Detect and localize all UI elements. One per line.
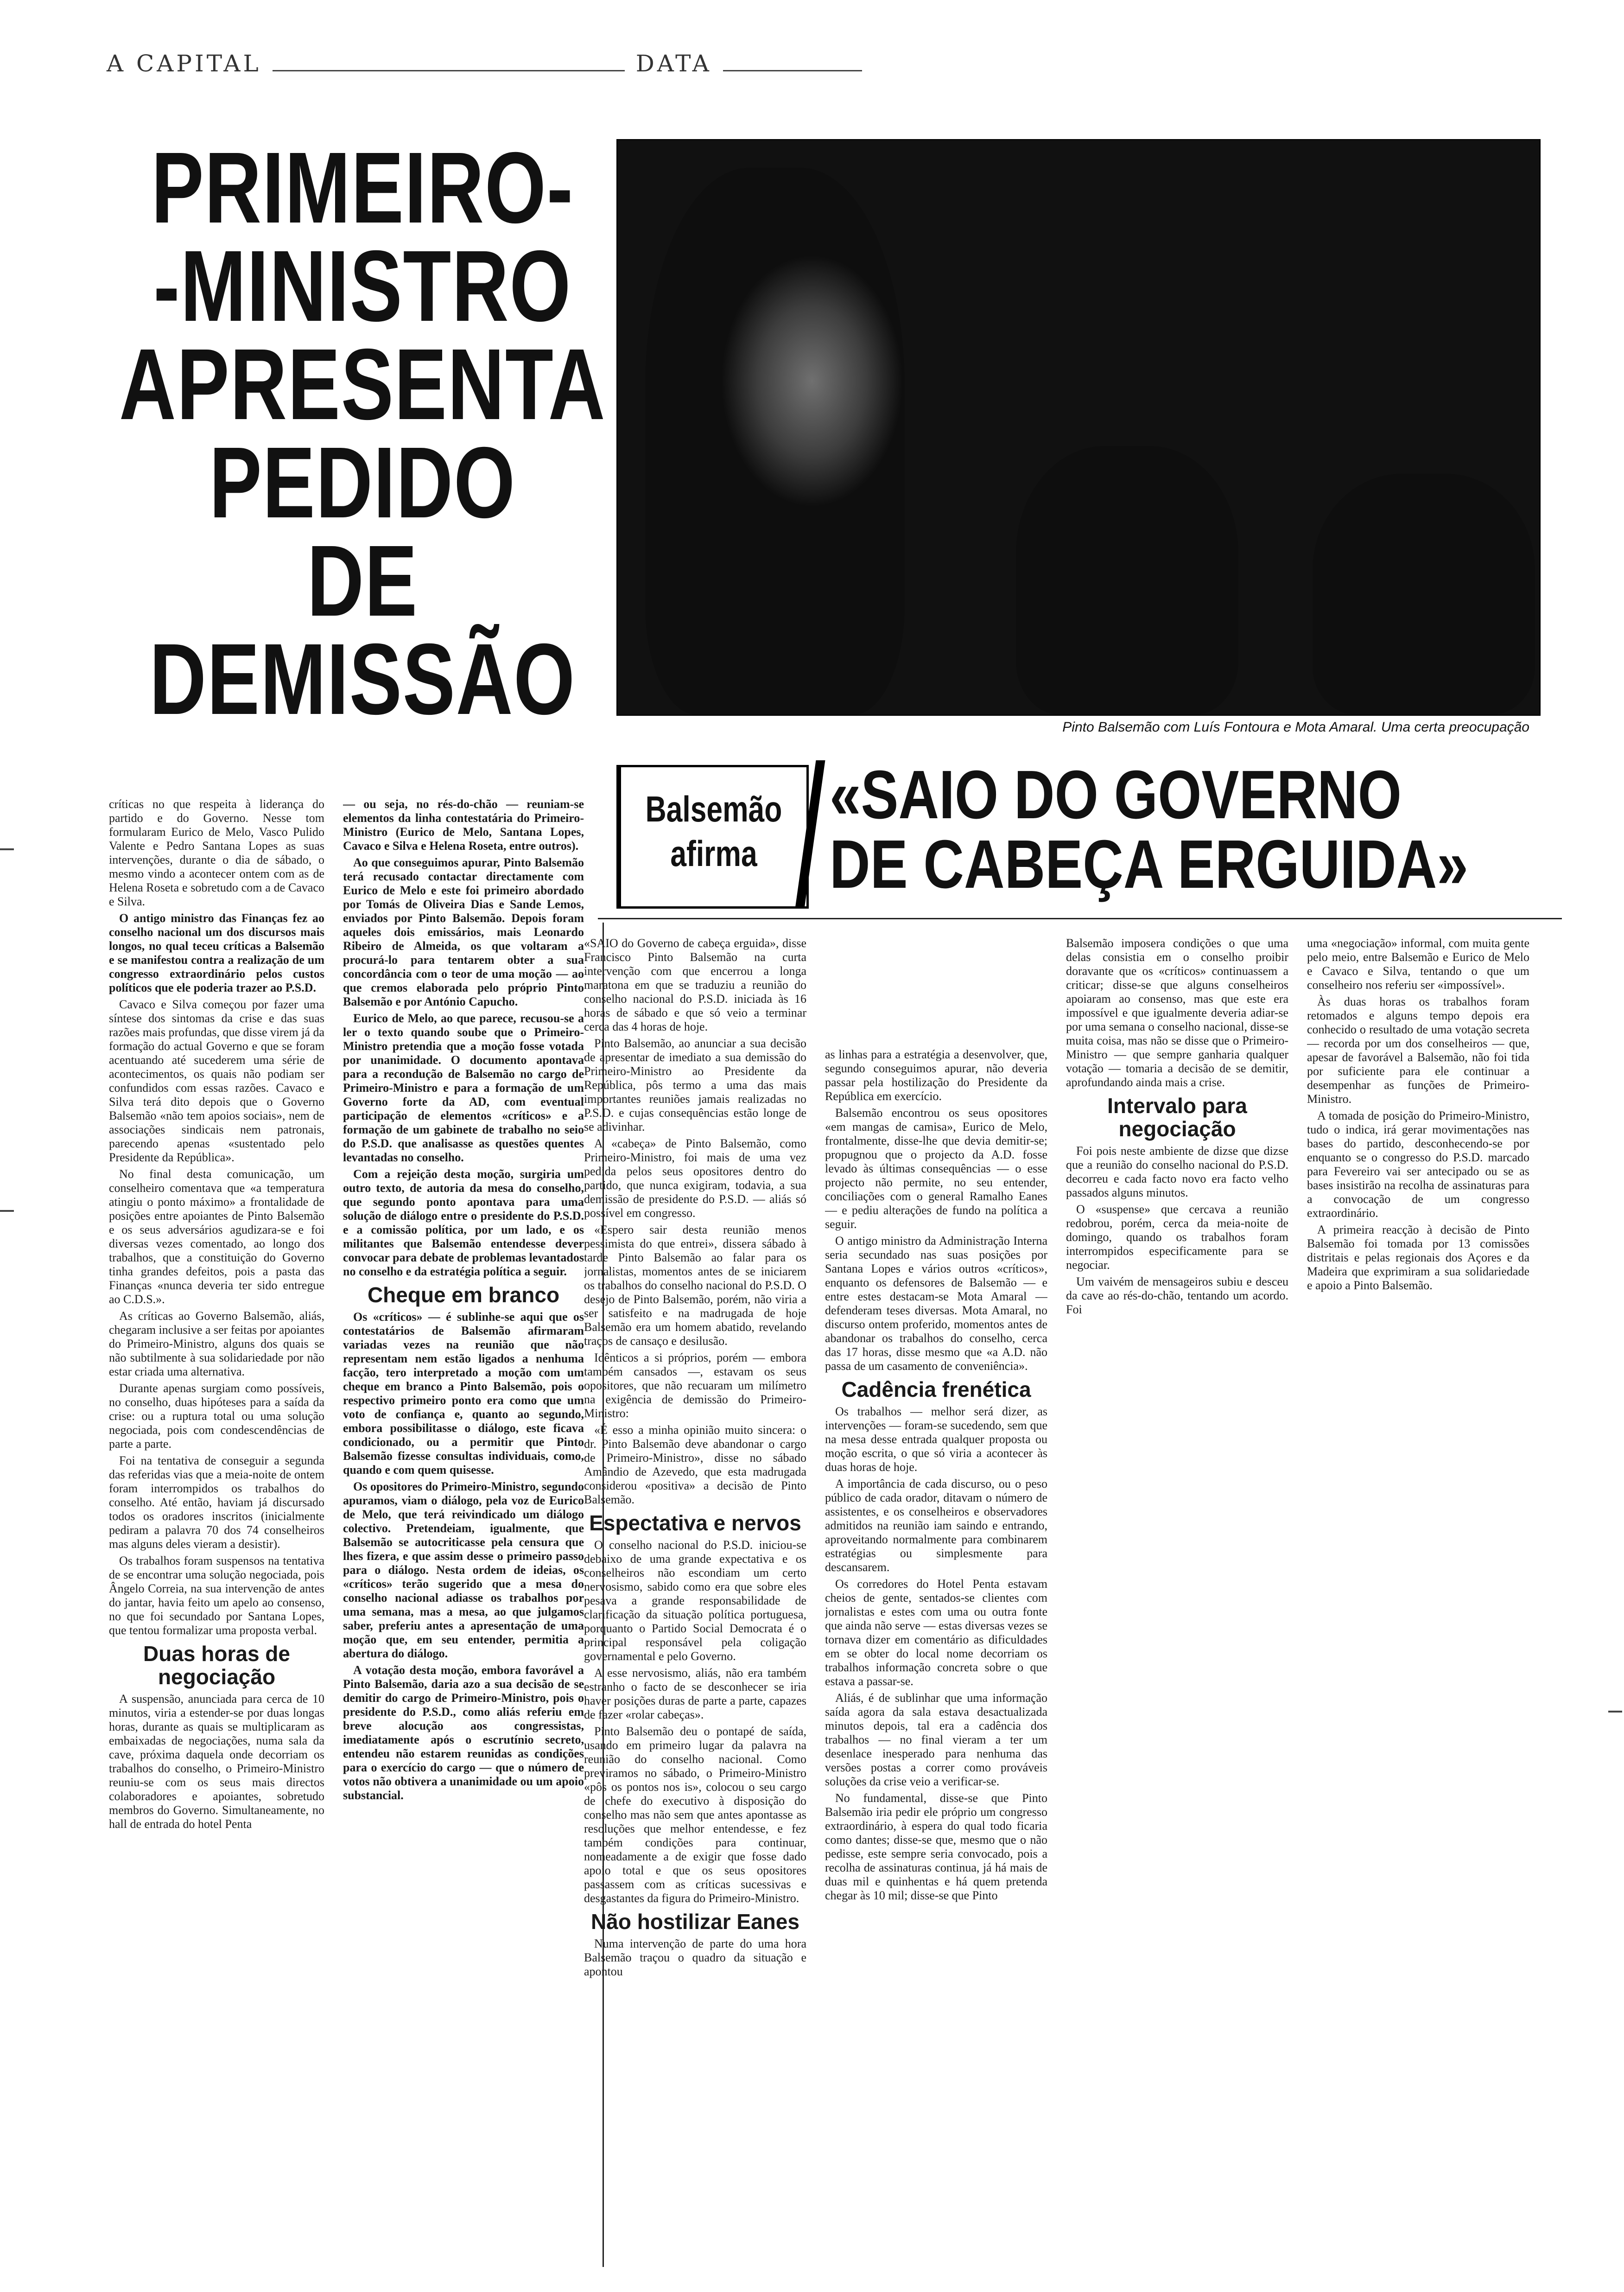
headline-line: PEDIDO xyxy=(209,427,516,539)
paragraph: «É esso a minha opinião muito sincera: o dr. Pinto Balsemão deve abandonar o cargo de Primeiro-Ministro», disse no sábado Amândio de Azevedo, que esta madrugada considerou «positiva» a decisão de Pinto Balsemão. xyxy=(584,1423,806,1506)
paragraph: Às duas horas os trabalhos foram retomados e alguns tempo depois era conhecido o resultado de uma votação secreta — recorda por um dos conselheiros — que, apesar de favorável a Balsemão, não foi tida por suficiente para ele continuar a desempenhar as funções de Primeiro-Ministro. xyxy=(1307,995,1529,1106)
paragraph: Balsemão imposera condições o que uma delas consistia em o conselho proibir doravante que os «críticos» continuassem a criticar; disse-se que alguns conselheiros apoiaram ao consenso, mas que este era impossível e que igualmente deveria adiar-se por uma semana o conselho nacional, disse-se muita coisa, mas não se disse que o Primeiro-Ministro — que sempre ganharia qualquer votação — tomaria a decisão de se demitir, aprofundando ainda mais a crise. xyxy=(1066,936,1288,1089)
subheading: Não hostilizar Eanes xyxy=(591,1910,799,1934)
margin-fold-mark xyxy=(1608,1711,1622,1713)
paragraph: — ou seja, no rés-do-chão — reuniam-se elementos da linha contestatária do Primeiro-Ministro (Eurico de Melo, Santana Lopes, Cavaco e Silva e Helena Roseta, entre outros). xyxy=(343,797,584,853)
kicker-line: afirma xyxy=(670,833,757,874)
paragraph: As críticas ao Governo Balsemão, aliás, chegaram inclusive a ser feitas por apoiantes do Primeiro-Ministro, alguns dos quais se não subtilmente à sua solidariedade por não estar criada uma alternativa. xyxy=(109,1309,324,1378)
paragraph: O antigo ministro das Finanças fez ao conselho nacional um dos discursos mais longos, no qual teceu críticas a Balsemão e se manifestou contra a realização de um congresso extraordinário pelos custos políticos que ele poderia trazer ao P.S.D. xyxy=(109,911,324,994)
news-photo xyxy=(616,139,1541,716)
subheading: Espectativa e nervos xyxy=(589,1511,801,1535)
paragraph: O antigo ministro da Administração Interna seria secundado nas suas posições por Santana Lopes e vários outros «críticos», enquanto os defensores de Balsemão — e entre estes destacam-se Mota Amaral — defenderam teses diversas. Mota Amaral, no discurso ontem proferido, momentos antes de abandonar os trabalhos do conselho, cerca das 17 horas, disse mesmo que «a A.D. não passa de um casamento de conveniência». xyxy=(825,1234,1047,1373)
paragraph: as linhas para a estratégia a desenvolver, que, segundo conseguimos apurar, não deveria passar pela hostilização do Presidente da República em exercício. xyxy=(825,1048,1047,1103)
article-column-5 xyxy=(1066,936,1288,1687)
paragraph: «Espero sair desta reunião menos pessimista do que entrei», dissera sábado à tarde Pinto Balsemão ao falar para os jornalistas, momentos antes de se iniciarem os trabalhos do conselho nacional do P.S.D. O desejo de Pinto Balsemão, porém, não viria a ser satisfeito e na madrugada de hoje Balsemão era um homem abatido, revelando traços de cansaço e desilusão. xyxy=(584,1223,806,1348)
photo-caption: Pinto Balsemão com Luís Fontoura e Mota Amaral. Uma certa preocupação xyxy=(1062,719,1529,735)
masthead-rule xyxy=(273,52,625,71)
headline-line: DE xyxy=(307,525,418,637)
paragraph: Os trabalhos — melhor será dizer, as intervenções — foram-se sucedendo, sem que na mesa desse entrada qualquer proposta ou moção escrita, o que só viria a acontecer às duas horas de hoje. xyxy=(825,1405,1047,1474)
paragraph: Os «críticos» — é sublinhe-se aqui que os contestatários de Balsemão afirmaram variadas vezes na reunião que não representam nem estão ligados a nenhuma facção, tero interpretado a moção com um cheque em branco a Pinto Balsemão, pois o respectivo primeiro ponto era como que um voto de confiança e, quanto ao segundo, embora possibilitasse o diálogo, este ficava condicionado, ou a permitir que Pinto Balsemão fizesse consultas individuais, como, quando e com quem quisesse. xyxy=(343,1310,584,1477)
paragraph: No final desta comunicação, um conselheiro comentava que «a temperatura atingiu o ponto máximo» a frontalidade de posições entre apoiantes de Pinto Balsemão e os seus adversários agudizara-se e foi diversas vezes comentado, ao longo dos trabalhos, que a constituição do Governo tinha grandes defeitos, pois a pasta das Finanças «nunca deveria ter sido entregue ao C.D.S.». xyxy=(109,1167,324,1306)
paragraph: O conselho nacional do P.S.D. iniciou-se debaixo de uma grande expectativa e os conselheiros não escondiam um certo nervosismo, sabido como era que sobre eles pesava a grande responsabilidade de clarificação da situação política portuguesa, porquanto o Partido Social Democrata é o principal responsável pela coligação governamental e pelo Governo. xyxy=(584,1538,806,1663)
paragraph: Foi pois neste ambiente de dizse que dizse que a reunião do conselho nacional do P.S.D. decorreu e cada facto novo era facto velho passados alguns minutos. xyxy=(1066,1144,1288,1199)
paragraph: A «cabeça» de Pinto Balsemão, como Primeiro-Ministro, foi mais de uma vez pedida pelos seus opositores dentro do partido, que nunca exigiram, todavia, a sua demissão de presidente do P.S.D. — aliás só possível em congresso. xyxy=(584,1137,806,1220)
margin-fold-mark xyxy=(0,848,14,850)
paragraph: O «suspense» que cercava a reunião redobrou, porém, cerca da meia-noite de domingo, quando os trabalhos foram interrompidos especificamente para se negociar. xyxy=(1066,1203,1288,1272)
paragraph: Eurico de Melo, ao que parece, recusou-se a ler o texto quando soube que o Primeiro-Ministro pretendia que a moção fosse votada por unanimidade. O documento apontava para a recondução de Balsemão no cargo de Primeiro-Ministro e para a formação de um Governo forte da AD, com eventual participação de elementos «críticos» e a formação de um gabinete de trabalho no seio do P.S.D. que analisasse as questões quentes levantadas no conselho. xyxy=(343,1012,584,1164)
subheading: Intervalo para negociação xyxy=(1107,1094,1247,1141)
headline-line: -MINISTRO xyxy=(153,230,572,343)
subheading: Cadência frenética xyxy=(841,1377,1031,1401)
article-column-3 xyxy=(584,936,806,2272)
margin-fold-mark xyxy=(0,1210,14,1212)
paragraph: A importância de cada discurso, ou o peso público de cada orador, ditavam o número de assistentes, e os conselheiros e observadores admitidos na reunião iam saindo e entrando, aproveitando normalmente para combinarem estratégias ou simplesmente para descansarem. xyxy=(825,1477,1047,1574)
quote-headline-line: «SAIO DO GOVERNO xyxy=(830,757,1402,833)
quote-headline-line: DE CABEÇA ERGUIDA» xyxy=(830,826,1468,903)
paragraph: A suspensão, anunciada para cerca de 10 minutos, viria a estender-se por duas longas horas, durante as quais se multiplicaram as embaixadas de negociações, numa sala da cave, próxima daquela onde decorriam os trabalhos do conselho, o Primeiro-Ministro reuniu-se com os seus mais directos colaboradores e apoiantes, sobretudo membros do Governo. Simultaneamente, no hall de entrada do hotel Penta xyxy=(109,1692,324,1831)
masthead xyxy=(107,50,894,83)
paragraph: Numa intervenção de parte do uma hora Balsemão traçou o quadro da situação e apontou xyxy=(584,1937,806,1978)
headline-line: APRESENTA xyxy=(119,328,606,441)
paragraph: A esse nervosismo, aliás, não era também estranho o facto de se desconhecer se iria haver posições duras de parte a parte, capazes de fazer «rolar cabeças». xyxy=(584,1666,806,1721)
paragraph: Durante apenas surgiam como possíveis, no conselho, duas hipóteses para a saída da crise: ou a ruptura total ou uma solução negociada, pois com condescendências de parte a parte. xyxy=(109,1382,324,1451)
paragraph: A tomada de posição do Primeiro-Ministro, tudo o indica, irá gerar movimentações nas bases do partido, desconhecendo-se por enquanto se o congresso do P.S.D. marcado para Fevereiro vai ser antecipado ou se as bases insistirão na recolha de assinaturas para a convocação de um congresso extraordinário. xyxy=(1307,1109,1529,1220)
article-column-4 xyxy=(825,1048,1047,2272)
photo-figure-left xyxy=(645,168,905,715)
section-rule xyxy=(598,918,1562,919)
paragraph: «SAIO do Governo de cabeça erguida», disse Francisco Pinto Balsemão na curta intervenção com que encerrou a longa maratona em que se traduziu a reunião do conselho nacional do P.S.D. iniciada às 16 horas de sábado e que só veio a terminar cerca das 4 horas de hoje. xyxy=(584,936,806,1033)
newspaper-name: A CAPITAL xyxy=(107,50,261,77)
date-rule xyxy=(723,52,862,71)
article-column-1 xyxy=(109,797,324,2272)
paragraph: Aliás, é de sublinhar que uma informação saída agora da sala estava desactualizada minutos depois, tal era a cadência dos trabalhos — no final vieram a ter um desenlace inesperado para nenhuma das versões postas a correr como prováveis soluções da crise veio a verificar-se. xyxy=(825,1691,1047,1788)
kicker-line: Balsemão xyxy=(645,789,782,829)
paragraph: Os trabalhos foram suspensos na tentativa de se encontrar uma solução negociada, pois Ângelo Correia, na sua intervenção de antes do jantar, havia feito um apelo ao consenso, no que foi secundado por Santana Lopes, que tentou formalizar uma proposta verbal. xyxy=(109,1554,324,1637)
paragraph: Um vaivém de mensageiros subiu e desceu da cave ao rés-do-chão, tentando um acordo. Foi xyxy=(1066,1275,1288,1316)
photo-figure-center xyxy=(1016,446,1238,715)
paragraph: Idênticos a si próprios, porém — embora também cansados —, estavam os seus opositores, que não recuaram um milímetro na exigência de demissão do Primeiro-Ministro: xyxy=(584,1351,806,1420)
paragraph: A votação desta moção, embora favorável a Pinto Balsemão, daria azo a sua decisão de se demitir do cargo de Primeiro-Ministro, pois o presidente do P.S.D., como aliás referiu em breve alocução aos congressistas, imediatamente após o escrutínio secreto, entendeu não estarem reunidas as condições para o exercício do cargo — que o número de votos não obtivera a unanimidade ou um apoio substancial. xyxy=(343,1663,584,1802)
paragraph: Balsemão encontrou os seus opositores «em mangas de camisa», Eurico de Melo, frontalmente, disse-lhe que devia demitir-se; propugnou que o projecto da A.D. fosse levado às últimas consequências — o esse projecto não permite, no seu entender, conciliações com o general Ramalho Eanes — e pediu alterações de fundo na política a seguir. xyxy=(825,1106,1047,1231)
date-label: DATA xyxy=(635,50,712,77)
paragraph: Com a rejeição desta moção, surgiria um outro texto, de autoria da mesa do conselho, que segundo ponto apontava para uma solução de diálogo entre o presidente do P.S.D. e a comissão política, por um lado, e os militantes que Balsemão entendesse dever convocar para debate de problemas levantados no conselho e da estratégia política a seguir. xyxy=(343,1167,584,1278)
paragraph: críticas no que respeita à liderança do partido e do Governo. Nesse tom formularam Eurico de Melo, Vasco Pulido Valente e Pedro Santana Lopes as suas intervenções, durante o dia de sábado, o mesmo vindo a acontecer ontem com as de Helena Roseta e sobretudo com a de Cavaco e Silva. xyxy=(109,797,324,908)
paragraph: Ao que conseguimos apurar, Pinto Balsemão terá recusado contactar directamente com Eurico de Melo e este foi primeiro abordado por Tomás de Oliveira Dias e Sande Lemos, enviados por Pinto Balsemão. Depois foram aqueles dois emissários, mais Leonardo Ribeiro de Almeida, os que voltaram a procurá-lo para tentarem obter a sua concordância com o teor de uma moção — ao que cremos elaborada pelo próprio Pinto Balsemão e por António Capucho. xyxy=(343,856,584,1008)
main-headline xyxy=(111,132,614,736)
quote-headline xyxy=(830,757,1468,903)
subheading: Cheque em branco xyxy=(367,1283,560,1307)
headline-line: DEMISSÃO xyxy=(149,623,576,736)
paragraph: Os opositores do Primeiro-Ministro, segundo apuramos, viam o diálogo, pela voz de Eurico de Melo, que terá reivindicado um diálogo colectivo. Pretendeiam, igualmente, que Balsemão se autocriticasse pela censura que lhes fizera, e que assim desse o primeiro passo para o diálogo. Nesta ordem de ideias, os «críticos» terão sugerido que a mesa do conselho nacional adiasse os trabalhos por uma semana, mas a mesa, ao que julgamos saber, preferiu antes a apresentação de uma moção que, em seu entender, permitia a abertura do diálogo. xyxy=(343,1480,584,1660)
paragraph: Foi na tentativa de conseguir a segunda das referidas vias que a meia-noite de ontem foram interrompidos os trabalhos do conselho. Até então, haviam já discursado todos os oradores inscritos (inicialmente pediram a palavra 70 dos 74 conselheiros mas alguns deles vieram a desistir). xyxy=(109,1454,324,1551)
paragraph: Os corredores do Hotel Penta estavam cheios de gente, sentados-se clientes com jornalistas e estes com uma ou outra fonte que ainda não serve — estas diversas vezes se tornava dizer em comentário as dificuldades em se obter do local nome decorriam os trabalhos informação concreta sobre o que estava a passar-se. xyxy=(825,1577,1047,1688)
paragraph: uma «negociação» informal, com muita gente pelo meio, entre Balsemão e Eurico de Melo e Cavaco e Silva, tentando o que um conselheiro nos referiu ser «impossível». xyxy=(1307,936,1529,992)
photo-figure-right xyxy=(1313,474,1535,715)
paragraph: A primeira reacção à decisão de Pinto Balsemão foi tomada por 13 comissões distritais e pelas regionais dos Açores e da Madeira que exprimiram a sua solidariedade e apoio a Pinto Balsemão. xyxy=(1307,1223,1529,1292)
headline-line: PRIMEIRO- xyxy=(151,132,574,244)
paragraph: No fundamental, disse-se que Pinto Balsemão iria pedir ele próprio um congresso extraordinário, à espera do qual todo ficaria como dantes; disse-se que, mesmo que o não pedisse, este sempre seria convocado, pois a recolha de assinaturas continua, já há mais de duas mil e quinhentas e há quem pretenda chegar às 10 mil; disse-se que Pinto xyxy=(825,1791,1047,1902)
paragraph: Cavaco e Silva começou por fazer uma síntese dos sintomas da crise e das suas razões mais profundas, que disse virem já da formação do actual Governo e que se foram acentuando até sucederem uma série de acontecimentos, os quais não podiam ser confundidos com essas razões. Cavaco e Silva terá dito depois que o Governo Balsemão «não tem apoios sociais», nem de associações sindicais nem patronais, parecendo apenas «sustentado pelo Presidente da República». xyxy=(109,998,324,1164)
kicker-box xyxy=(616,765,809,909)
article-column-2 xyxy=(343,797,584,2272)
paragraph: Pinto Balsemão, ao anunciar a sua decisão de apresentar de imediato a sua demissão do Primeiro-Ministro ao Presidente da República, pôs termo a uma das mais importantes reuniões jamais realizadas no P.S.D. e cujas consequências estão longe de se adivinhar. xyxy=(584,1037,806,1133)
subheading: Duas horas de negociação xyxy=(143,1642,290,1689)
article-column-6 xyxy=(1307,936,1529,1687)
paragraph: Pinto Balsemão deu o pontapé de saída, usando em primeiro lugar da palavra na reunião do conselho nacional. Como previramos no sábado, o Primeiro-Ministro «pôs os pontos nos is», colocou o seu cargo de chefe do executivo à disposição do conselho mas não sem que antes apontasse as resoluções que melhor entendesse, e fez também condições para continuar, nomeadamente a de exigir que fosse dado apoio total e que os seus opositores passassem com as críticas sucessivas e desgastantes da figura do Primeiro-Ministro. xyxy=(584,1725,806,1905)
